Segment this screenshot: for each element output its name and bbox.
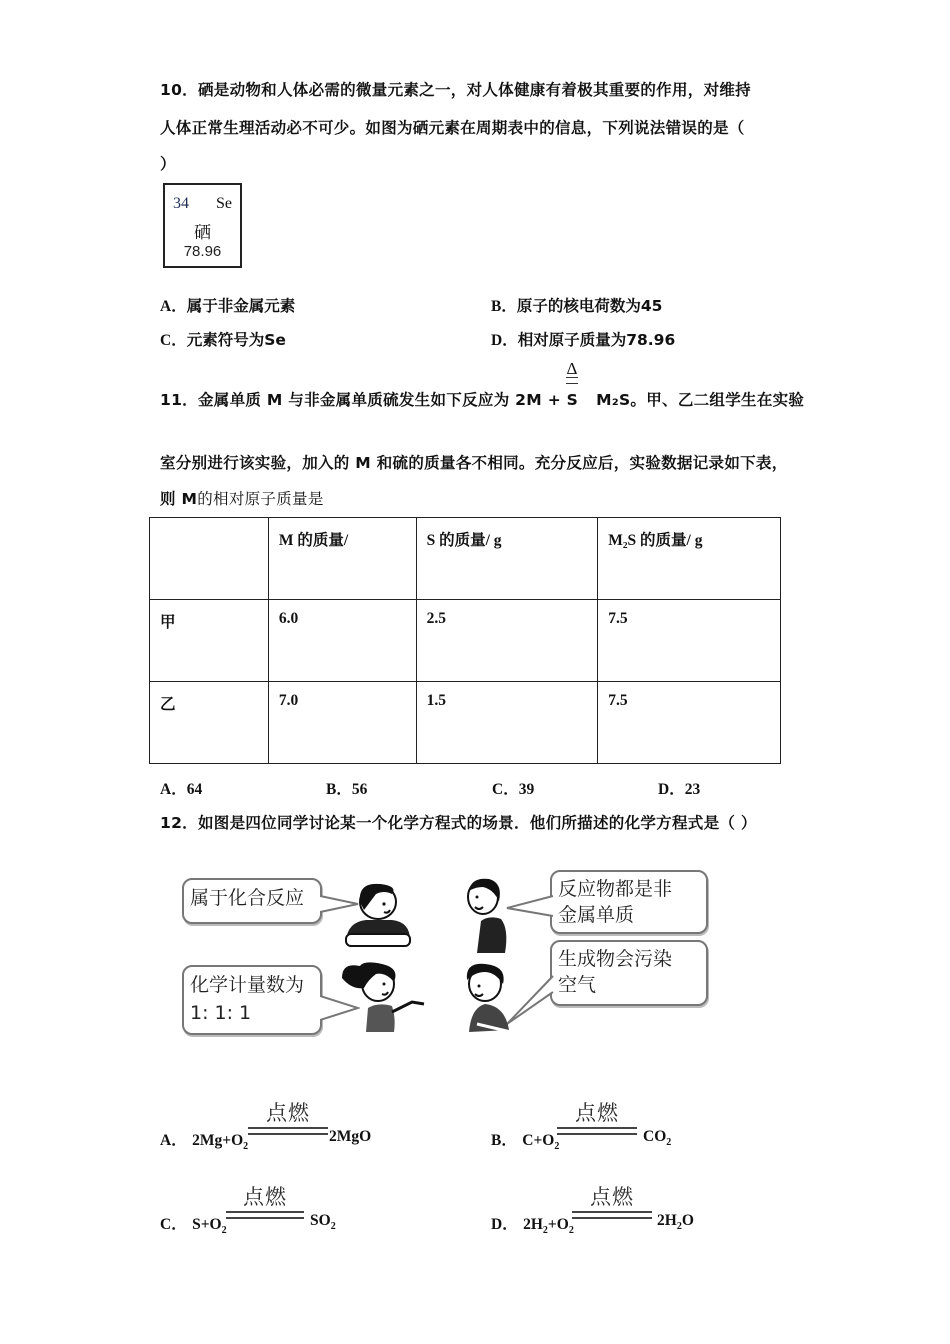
option-text: 属于非金属元素 [186, 297, 296, 315]
option-text: 元素符号为Se [186, 331, 286, 349]
formula-subscript: 2 [666, 1137, 672, 1149]
ignition-condition-mark [572, 1181, 652, 1221]
option-label: C． [492, 781, 519, 798]
q11-stem-prefix: 11．金属单质 M 与非金属单质硫发生如下反应为 2M + S [160, 391, 579, 409]
option-text: 相对原子质量为78.96 [517, 331, 676, 349]
formula-subscript: 2 [554, 1141, 560, 1153]
student-figure-icon [455, 960, 520, 1035]
bubble-text: 反应物都是非 [558, 878, 673, 900]
equals-sign [572, 1211, 652, 1219]
option-text: 64 [186, 781, 203, 798]
reactants-formula [192, 1216, 227, 1237]
q11-option-a[interactable] [160, 777, 202, 799]
bubble-text: 属于化合反应 [190, 887, 305, 909]
option-label: B． [491, 298, 517, 315]
ignition-condition-mark [226, 1181, 304, 1221]
q10-option-d[interactable] [491, 328, 675, 350]
table-header-row [150, 518, 781, 600]
q10-stem-line3: ） [160, 155, 176, 173]
q11-product-formula: M₂S [596, 391, 631, 409]
q11-option-c[interactable] [492, 777, 534, 799]
experiment-data-table [149, 517, 781, 764]
student-figure-icon [455, 875, 515, 955]
speech-bubble-top-right [550, 870, 708, 934]
formula-text: S+O [192, 1216, 222, 1233]
formula-text: O [681, 1212, 694, 1229]
equals-sign [566, 377, 578, 384]
ignition-label: 点燃 [243, 1185, 287, 1209]
bubble-text: 空气 [558, 974, 597, 996]
option-label: A． [160, 298, 187, 315]
q11-stem-line3-rest: 的相对原子质量是 [197, 490, 324, 508]
option-label: B． [491, 1132, 517, 1149]
option-label: D． [658, 781, 685, 798]
option-text: 39 [518, 781, 535, 798]
q11-option-b[interactable] [326, 777, 367, 799]
q10-option-b[interactable] [491, 294, 662, 316]
formula-subscript: 2 [568, 1225, 574, 1237]
products-formula [329, 1128, 371, 1146]
q11-stem-line1 [160, 388, 804, 410]
table-cell: 甲 [150, 600, 269, 682]
discussion-cartoon [170, 860, 730, 1050]
option-label: D． [491, 1216, 518, 1233]
q10-stem-line1: 10．硒是动物和人体必需的微量元素之一，对人体健康有着极其重要的作用，对维持 [160, 81, 751, 99]
q10-option-a[interactable] [160, 294, 295, 316]
bubble-text: 生成物会污染 [558, 948, 673, 970]
option-label: B． [326, 781, 352, 798]
table-row [150, 600, 781, 682]
reactants-formula [523, 1216, 574, 1237]
table-cell: 7.5 [598, 600, 781, 682]
option-label: C． [160, 1216, 187, 1233]
reactants-formula [192, 1132, 249, 1153]
q11-option-d[interactable] [658, 777, 700, 799]
ignition-label: 点燃 [575, 1101, 619, 1125]
formula-subscript: 2 [676, 1221, 682, 1233]
q12-option-a[interactable] [160, 1128, 248, 1152]
student-figure-icon [340, 880, 415, 950]
products-formula [310, 1212, 336, 1232]
bubble-text: 1: 1: 1 [190, 1002, 252, 1024]
selenium-element-card [163, 183, 242, 268]
q12-stem: 12．如图是四位同学讨论某一个化学方程式的场景．他们所描述的化学方程式是（ ） [160, 814, 757, 832]
atomic-number: 34 [173, 195, 189, 212]
q11-stem-line3-bold: 则 M [160, 490, 198, 508]
formula-text: CO [643, 1128, 667, 1145]
formula-subscript: 2 [330, 1221, 336, 1233]
products-formula [657, 1212, 694, 1232]
table-cell: 2.5 [416, 600, 598, 682]
q11-stem-line3 [160, 487, 324, 509]
heating-condition-mark [563, 360, 581, 384]
bubble-text: 金属单质 [558, 904, 635, 926]
option-text: 原子的核电荷数为45 [516, 297, 663, 315]
products-formula [643, 1128, 671, 1148]
speech-bubble-bottom-right [550, 940, 708, 1006]
q11-stem-line2: 室分别进行该实验，加入的 M 和硫的质量各不相同。充分反应后，实验数据记录如下表， [160, 454, 788, 472]
table-cell: 7.0 [268, 682, 416, 764]
equals-sign [248, 1127, 328, 1135]
formula-text: 2Mg+O [192, 1132, 244, 1149]
ignition-condition-mark [248, 1097, 328, 1137]
reactants-formula [522, 1132, 560, 1153]
table-header-cell: S 的质量/ g [416, 518, 598, 600]
equals-sign [557, 1127, 637, 1135]
element-name: 硒 [194, 223, 211, 243]
ignition-condition-mark [557, 1097, 637, 1137]
formula-subscript: 2 [542, 1225, 548, 1237]
option-label: A． [160, 781, 187, 798]
formula-text: +O [547, 1216, 569, 1233]
ignition-label: 点燃 [266, 1101, 310, 1125]
atomic-mass: 78.96 [183, 243, 222, 260]
speech-bubble-top-left [182, 878, 322, 924]
formula-text: 2H [657, 1212, 677, 1229]
q10-option-c[interactable] [160, 328, 286, 350]
bubble-text: 化学计量数为 [190, 974, 305, 996]
table-header-cell: M 的质量/ [268, 518, 416, 600]
formula-subscript: 2 [221, 1225, 227, 1237]
table-row [150, 682, 781, 764]
student-figure-icon [338, 960, 433, 1035]
table-cell: 乙 [150, 682, 269, 764]
q11-stem-suffix: 。甲、乙二组学生在实验 [630, 391, 805, 409]
formula-text: C+O [522, 1132, 555, 1149]
q10-stem-line2: 人体正常生理活动必不可少。如图为硒元素在周期表中的信息，下列说法错误的是（ [160, 119, 745, 137]
element-symbol: Se [216, 195, 232, 212]
equals-sign [226, 1211, 304, 1219]
formula-text: 2MgO [329, 1128, 372, 1145]
delta-icon: Δ [566, 359, 578, 378]
table-cell: 1.5 [416, 682, 598, 764]
q12-option-d[interactable] [491, 1212, 574, 1236]
option-label: D． [491, 332, 518, 349]
q12-option-b[interactable] [491, 1128, 559, 1152]
table-header-cell [150, 518, 269, 600]
table-header-cell: M₂S 的质量/ g [598, 518, 781, 600]
option-label: A． [160, 1132, 187, 1149]
formula-text: 2H [523, 1216, 543, 1233]
q12-option-c[interactable] [160, 1212, 227, 1236]
table-cell: 7.5 [598, 682, 781, 764]
table-cell: 6.0 [268, 600, 416, 682]
option-text: 56 [351, 781, 368, 798]
option-label: C． [160, 332, 187, 349]
formula-text: SO [310, 1212, 331, 1229]
option-text: 23 [684, 781, 701, 798]
formula-subscript: 2 [243, 1141, 249, 1153]
ignition-label: 点燃 [590, 1185, 634, 1209]
speech-bubble-bottom-left [182, 965, 322, 1035]
